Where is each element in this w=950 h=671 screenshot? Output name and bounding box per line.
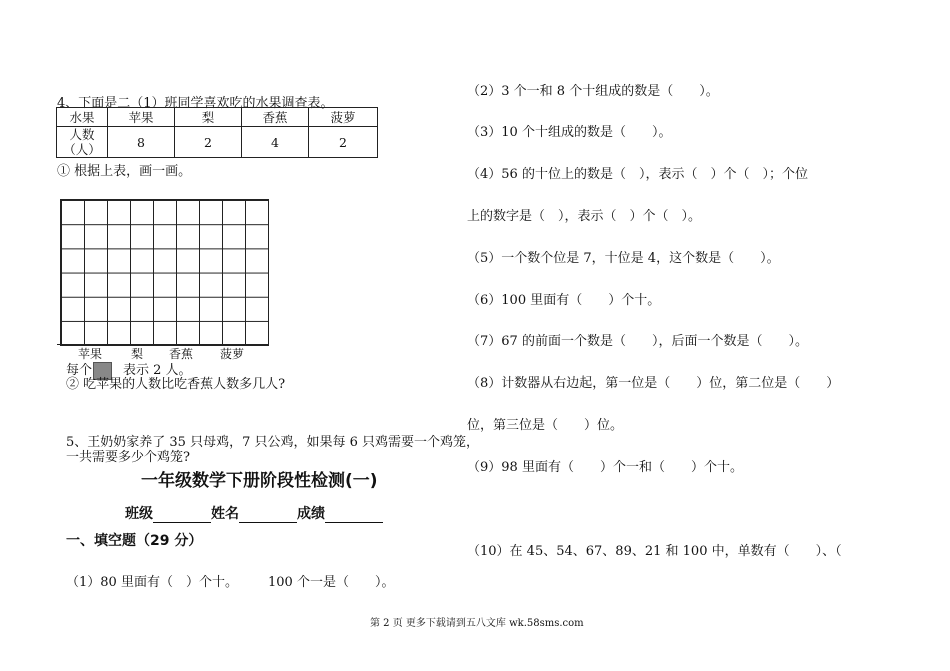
q1-part-a: （1）80 里面有（ ）个十。 (66, 575, 238, 590)
q5-line1: 5、王奶奶家养了 35 只母鸡，7 只公鸡，如果每 6 只鸡需要一个鸡笼， (66, 435, 480, 450)
table-cell: 2 (175, 127, 242, 158)
q5: （5）一个数个位是 7，十位是 4，这个数是（ ）。 (467, 251, 780, 266)
table-header-cell: 香蕉 (242, 108, 309, 127)
q8-line2: 位，第三位是（ ）位。 (467, 418, 624, 433)
q4-intro: 4、下面是二（1）班同学喜欢吃的水果调查表。 (57, 96, 334, 111)
grid-label-apple: 苹果 (78, 347, 103, 361)
q7: （7）67 的前面一个数是（ ），后面一个数是（ ）。 (467, 334, 808, 349)
table-row (57, 127, 378, 158)
grid-label-pineapple: 菠萝 (220, 347, 245, 361)
q10: （10）在 45、54、67、89、21 和 100 中，单数有（ ）、（ (467, 544, 842, 559)
table-cell: 2 (309, 127, 378, 158)
row-label-line1: 人数 (69, 127, 95, 142)
section1-heading: 一、填空题（29 分） (66, 533, 203, 549)
q3: （3）10 个十组成的数是（ ）。 (467, 125, 672, 140)
class-label: 班级 (125, 506, 153, 522)
student-info (125, 503, 383, 523)
legend-after: 表示 2 人。 (123, 363, 192, 378)
q4-line2: 上的数字是（ ），表示（ ）个（ ）。 (467, 209, 702, 224)
class-blank (153, 508, 211, 523)
q6: （6）100 里面有（ ）个十。 (467, 293, 661, 308)
name-blank (239, 508, 297, 523)
grid-label-pear: 梨 (131, 347, 144, 361)
row-label-cell (57, 127, 108, 158)
row-label-line2: （人） (63, 142, 101, 157)
page-footer: 第 2 页 更多下载请到五八文库 wk.58sms.com (370, 618, 584, 629)
table-row (57, 108, 378, 127)
table-header-cell: 苹果 (108, 108, 175, 127)
q4-sub1: ① 根据上表，画一画。 (57, 164, 192, 179)
q9: （9）98 里面有（ ）个一和（ ）个十。 (467, 460, 743, 475)
table-cell: 4 (242, 127, 309, 158)
score-label: 成绩 (297, 506, 325, 522)
q8-line1: （8）计数器从右边起，第一位是（ ）位，第二位是（ ） (467, 376, 840, 391)
fruit-survey-table (56, 107, 378, 158)
q4-line1: （4）56 的十位上的数是（ ），表示（ ）个（ ）；个位 (467, 167, 808, 182)
score-blank (325, 508, 383, 523)
drawing-grid (60, 199, 269, 346)
grid-label-banana: 香蕉 (169, 347, 194, 361)
exam-title: 一年级数学下册阶段性检测(一) (141, 471, 378, 491)
q2: （2）3 个一和 8 个十组成的数是（ ）。 (467, 84, 719, 99)
name-label: 姓名 (211, 506, 239, 522)
table-header-cell: 梨 (175, 108, 242, 127)
table-header-cell: 菠萝 (309, 108, 378, 127)
legend-before: 每个 (66, 363, 93, 378)
q1-part-b: 100 个一是（ ）。 (268, 575, 395, 590)
table-header-cell: 水果 (57, 108, 108, 127)
table-cell: 8 (108, 127, 175, 158)
q5-line2: 一共需要多少个鸡笼? (66, 450, 190, 465)
q4-sub2: ② 吃苹果的人数比吃香蕉人数多几人? (66, 377, 286, 392)
